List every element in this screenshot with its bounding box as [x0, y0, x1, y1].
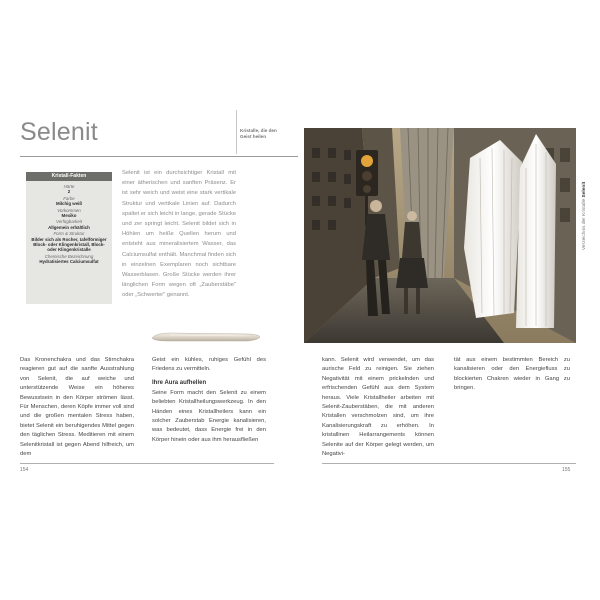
page-title: Selenit: [20, 118, 98, 146]
footer-rule-right: [322, 463, 576, 464]
side-name: Selenit: [582, 181, 587, 198]
fact-label: Verfügbarkeit: [56, 219, 82, 225]
fact-value: Hydratisiertes Calciumsulfat: [39, 259, 99, 265]
body-column-3: [322, 356, 434, 459]
fact-value: Milchig weiß: [55, 201, 83, 207]
column-text: Geist ein kühles, ruhiges Gefühl des Friedens zu vermitteln.: [152, 357, 266, 373]
side-prefix: Verzeichnis der Kristalle: [582, 198, 587, 250]
title-divider: [236, 110, 237, 154]
fact-label: Vorkommen: [57, 207, 81, 213]
facts-list: [28, 184, 110, 266]
selenite-wand-image: [150, 331, 262, 343]
body-column-2: [152, 356, 266, 445]
body-column-4: [454, 356, 570, 394]
side-running-head: [582, 170, 594, 250]
fact-value: 2: [67, 189, 71, 195]
collage-photo: [304, 128, 576, 343]
fact-label: Chemische Bezeichnung: [44, 253, 94, 259]
subheading: Ihre Aura aufhellen: [152, 379, 207, 386]
fact-value: Bilder sich als Rocher, tafelförmiger Block- oder Klingenkristall, Block- oder Klingenkristalle: [31, 236, 107, 253]
body-column-1: [20, 356, 134, 459]
column-text: Seine Form macht den Selenit zu einem beliebten Kristallheilungswerkzeug. In den Händen eines Kristallheilers kann ein solcher Zauberstab Energie kanalisieren, was bedeutet, dass Energie frei in den Körper hinein oder aus ihm herausfließen: [152, 389, 266, 443]
facts-heading: Kristall-Fakten: [26, 172, 112, 181]
fact-value: Allgemein erhältlich: [48, 224, 90, 230]
intro-paragraph: Selenit ist ein durchsichtiger Kristall mit einer ätherischen und sanften Präsenz. Er ist sehr weich und weist eine stark vertikale Struktur und vertikale Linien auf. Dadurch spaltet er sich leicht in lange, gerade Stücke und zer springt leicht. Selenit bildet sich in Höhlen um heiße Quellen herum und entsteht aus mineralisiertem Wasser, das Calciumsulfat enthält. Manchmal finden sich in einzelnen Exemplaren noch sichtbare Wasserblasen. Große Stücke werden ihrer länglichen Form wegen oft „Zauberstäbe" oder „Schwerter" genannt.: [122, 170, 236, 299]
column-text: tät aus einem bestimmten Bereich zu kanalisieren oder den Energiefluss zu blockierten Chakren wieder in Gang zu bringen.: [454, 357, 570, 392]
page-number-left: 154: [20, 467, 29, 473]
fact-value: Mexiko: [61, 213, 77, 219]
page-number-right: 155: [562, 467, 571, 473]
fact-label: Form & Struktur: [53, 231, 85, 237]
column-text: kann. Selenit wird verwendet, um das aurische Feld zu reinigen. Sie ziehen Negativität mit einem prickelnden und erfrischenden Gefühl aus dem System heraus. Viele Kristallheiler arbeiten mit Selenit-Zauberstäben, die mit anderen Kristallen verschmolzen sind, um ihre Kanalisierungskraft zu erhöhen. In kristallinen Heilarrangements können Selenite auf der Körper gelegt werden, um Negativi-: [322, 357, 434, 458]
fact-label: Farbe: [63, 195, 75, 201]
column-text: Das Kronenchakra und das Stirnchakra reagieren gut auf die sanfte Ausstrahlung von Selenit, die auf weiche und unterstützende Weise ein höheres Bewusstsein in den Körper strömen lässt. Für Menschen, deren Köpfe immer voll sind und die großen mentalen Stress haben, bietet Selenit ein beruhigendes Mittel gegen den täglichen Stress. Meditieren mit einem Selenitkristall ist gegen Abend hilfreich, um dem: [20, 357, 134, 458]
footer-rule-left: [20, 463, 274, 464]
title-rule: [20, 156, 298, 157]
section-label: Kristalle, die den Geist heilen: [240, 128, 277, 139]
fact-label: Härte: [63, 184, 75, 189]
